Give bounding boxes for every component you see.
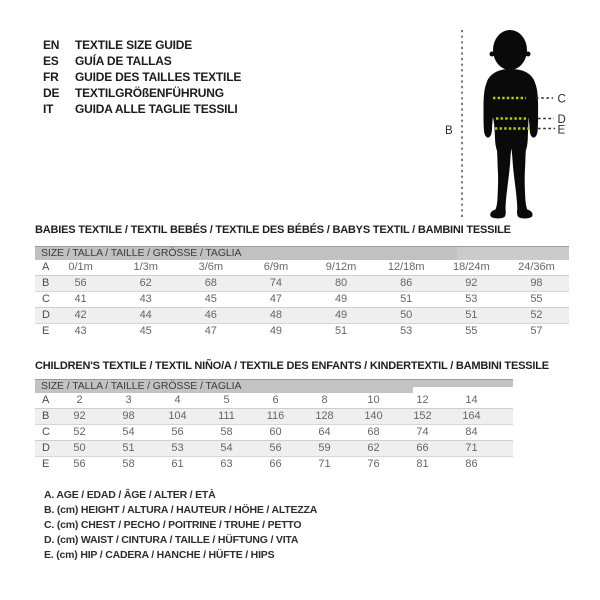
- size-value-cell: 68: [178, 276, 243, 292]
- size-value-cell: 56: [171, 426, 184, 438]
- size-value-cell: 14: [465, 394, 478, 406]
- size-value-cell: 44: [113, 308, 178, 324]
- size-value-cell: 58: [122, 458, 135, 470]
- size-value-cell: 76: [367, 458, 380, 470]
- table-row: [35, 276, 569, 292]
- size-value-cell: 98: [104, 409, 153, 425]
- filler-cell: [496, 441, 513, 457]
- legend-line: E. (cm) HIP / CADERA / HANCHE / HÜFTE / HIPS: [44, 549, 275, 561]
- size-value-cell: 55: [465, 325, 478, 337]
- size-value-cell: 48: [243, 308, 308, 324]
- language-row: [43, 69, 241, 85]
- size-value-cell: 62: [113, 276, 178, 292]
- language-code: IT: [43, 102, 54, 116]
- size-value-cell: 71: [318, 458, 331, 470]
- size-value-cell: 8: [321, 394, 328, 406]
- size-value-cell: 12: [416, 394, 429, 406]
- size-value-cell: 53: [153, 441, 202, 457]
- size-value-cell: 59: [300, 441, 349, 457]
- size-value-cell: 60: [269, 426, 282, 438]
- size-value-cell: 152: [398, 409, 447, 425]
- size-value-cell: 56: [48, 276, 113, 292]
- table-row: [35, 393, 513, 409]
- size-value-cell: 54: [202, 441, 251, 457]
- row-label: E: [42, 458, 50, 470]
- guide-title: TEXTILE SIZE GUIDE: [75, 38, 193, 52]
- guide-title: TEXTILGRÖßENFÜHRUNG: [75, 86, 224, 100]
- babies-section-title: BABIES TEXTILE / TEXTIL BEBÉS / TEXTILE DES BÉBÉS / BABYS TEXTIL / BAMBINI TESSILE: [35, 224, 511, 236]
- size-value-cell: 92: [439, 276, 504, 292]
- filler-cell: [496, 425, 513, 441]
- table-row: [35, 260, 569, 276]
- child-silhouette-icon: [440, 8, 600, 228]
- size-value-cell: 84: [465, 426, 478, 438]
- table-row: [35, 324, 569, 340]
- size-value-cell: 3: [125, 394, 132, 406]
- row-label: C: [42, 293, 50, 305]
- table-row: [35, 441, 513, 457]
- size-value-cell: 55: [530, 293, 543, 305]
- size-value-cell: 3/6m: [198, 261, 224, 273]
- children-table-body: [35, 393, 513, 472]
- size-value-cell: 50: [374, 308, 439, 324]
- size-value-cell: 54: [122, 426, 135, 438]
- babies-table-header: SIZE / TALLA / TAILLE / GRÖSSE / TAGLIA: [35, 247, 569, 261]
- size-value-cell: 57: [530, 325, 543, 337]
- measurement-legend: [44, 488, 317, 563]
- language-code: EN: [43, 38, 60, 52]
- legend-line: C. (cm) CHEST / PECHO / POITRINE / TRUHE / PETTO: [44, 519, 302, 531]
- size-value-cell: 64: [318, 426, 331, 438]
- filler-cell: [496, 393, 513, 409]
- size-value-cell: 6: [272, 394, 279, 406]
- size-value-cell: 47: [269, 293, 283, 305]
- size-value-cell: 128: [300, 409, 349, 425]
- guide-title: GUIDA ALLE TAGLIE TESSILI: [75, 102, 238, 116]
- row-label: E: [42, 325, 50, 337]
- hip-label: E: [557, 124, 566, 137]
- size-value-cell: 50: [55, 441, 104, 457]
- children-section-title: CHILDREN'S TEXTILE / TEXTIL NIÑO/A / TEXTILE DES ENFANTS / KINDERTEXTIL / BAMBINI TESSILE: [35, 360, 549, 372]
- language-code: ES: [43, 54, 59, 68]
- waist-label: D: [557, 114, 566, 126]
- babies-size-table: [35, 246, 569, 339]
- height-label: B: [445, 125, 453, 137]
- size-value-cell: 43: [139, 293, 152, 305]
- language-row: [43, 85, 241, 101]
- size-value-cell: 51: [104, 441, 153, 457]
- table-row: [35, 409, 513, 425]
- row-label: B: [35, 276, 48, 292]
- row-label: D: [35, 308, 48, 324]
- size-value-cell: 86: [465, 458, 478, 470]
- size-value-cell: 104: [153, 409, 202, 425]
- guide-title: GUIDE DES TAILLES TEXTILE: [75, 70, 242, 84]
- language-code: DE: [43, 86, 60, 100]
- row-label: C: [42, 426, 50, 438]
- size-value-cell: 51: [334, 325, 348, 337]
- size-value-cell: 42: [48, 308, 113, 324]
- row-label: A: [42, 261, 50, 273]
- row-label: D: [35, 441, 55, 457]
- size-value-cell: 24/36m: [518, 261, 555, 273]
- size-value-cell: 51: [400, 293, 413, 305]
- size-value-cell: 41: [74, 293, 87, 305]
- table-row: [35, 425, 513, 441]
- size-value-cell: 1/3m: [133, 261, 158, 273]
- size-value-cell: 53: [465, 293, 478, 305]
- size-value-cell: 98: [504, 276, 569, 292]
- table-row: [35, 292, 569, 308]
- size-value-cell: 5: [223, 394, 230, 406]
- size-value-cell: 2: [76, 394, 83, 406]
- size-value-cell: 92: [55, 409, 104, 425]
- size-value-cell: 51: [439, 308, 504, 324]
- babies-table-body: [35, 260, 569, 339]
- silhouette-body: [484, 30, 539, 218]
- size-value-cell: 46: [178, 308, 243, 324]
- size-value-cell: 9/12m: [325, 261, 357, 273]
- size-value-cell: 61: [171, 458, 184, 470]
- size-value-cell: 12/18m: [387, 261, 425, 273]
- size-value-cell: 45: [139, 325, 152, 337]
- size-value-cell: 0/1m: [68, 261, 93, 273]
- size-value-cell: 58: [220, 426, 233, 438]
- guide-title: GUÍA DE TALLAS: [75, 54, 172, 68]
- size-value-cell: 62: [349, 441, 398, 457]
- size-value-cell: 111: [202, 409, 251, 425]
- size-value-cell: 6/9m: [263, 261, 289, 273]
- size-value-cell: 164: [447, 409, 496, 425]
- row-label: A: [42, 394, 50, 406]
- legend-line: B. (cm) HEIGHT / ALTURA / HAUTEUR / HÖHE / ALTEZZA: [44, 504, 318, 516]
- filler-cell: [496, 457, 513, 473]
- language-row: [43, 53, 241, 69]
- size-value-cell: 43: [74, 325, 87, 337]
- size-value-cell: 74: [416, 426, 429, 438]
- size-value-cell: 66: [269, 458, 282, 470]
- children-table-header: SIZE / TALLA / TAILLE / GRÖSSE / TAGLIA: [35, 380, 513, 394]
- size-value-cell: 66: [398, 441, 447, 457]
- header-bar-notch: [413, 387, 513, 393]
- legend-line: A. AGE / EDAD / ÂGE / ALTER / ETÀ: [44, 489, 216, 501]
- language-row: [43, 101, 241, 117]
- child-measurement-figure: [440, 8, 600, 228]
- size-value-cell: 49: [309, 308, 374, 324]
- size-value-cell: 86: [374, 276, 439, 292]
- size-value-cell: 56: [73, 458, 86, 470]
- language-row: [43, 37, 241, 53]
- size-value-cell: 56: [251, 441, 300, 457]
- size-value-cell: 74: [243, 276, 308, 292]
- size-value-cell: 140: [349, 409, 398, 425]
- size-value-cell: 49: [269, 325, 283, 337]
- size-value-cell: 18/24m: [452, 261, 490, 273]
- size-value-cell: 49: [334, 293, 348, 305]
- size-value-cell: 53: [400, 325, 413, 337]
- size-value-cell: 47: [204, 325, 217, 337]
- size-value-cell: 63: [220, 458, 233, 470]
- size-value-cell: 10: [367, 394, 380, 406]
- size-value-cell: 52: [73, 426, 86, 438]
- language-code: FR: [43, 70, 59, 84]
- size-value-cell: 81: [416, 458, 429, 470]
- chest-label: C: [557, 93, 566, 106]
- size-value-cell: 116: [251, 409, 300, 425]
- size-value-cell: 80: [309, 276, 374, 292]
- table-row: [35, 308, 569, 324]
- row-label: B: [35, 409, 55, 425]
- size-value-cell: 52: [504, 308, 569, 324]
- table-row: [35, 457, 513, 473]
- size-value-cell: 71: [447, 441, 496, 457]
- language-list: [43, 37, 241, 117]
- filler-cell: [496, 409, 513, 425]
- size-value-cell: 45: [204, 293, 217, 305]
- size-value-cell: 68: [367, 426, 380, 438]
- legend-line: D. (cm) WAIST / CINTURA / TAILLE / HÜFTUNG / VITA: [44, 534, 299, 546]
- size-value-cell: 4: [174, 394, 181, 406]
